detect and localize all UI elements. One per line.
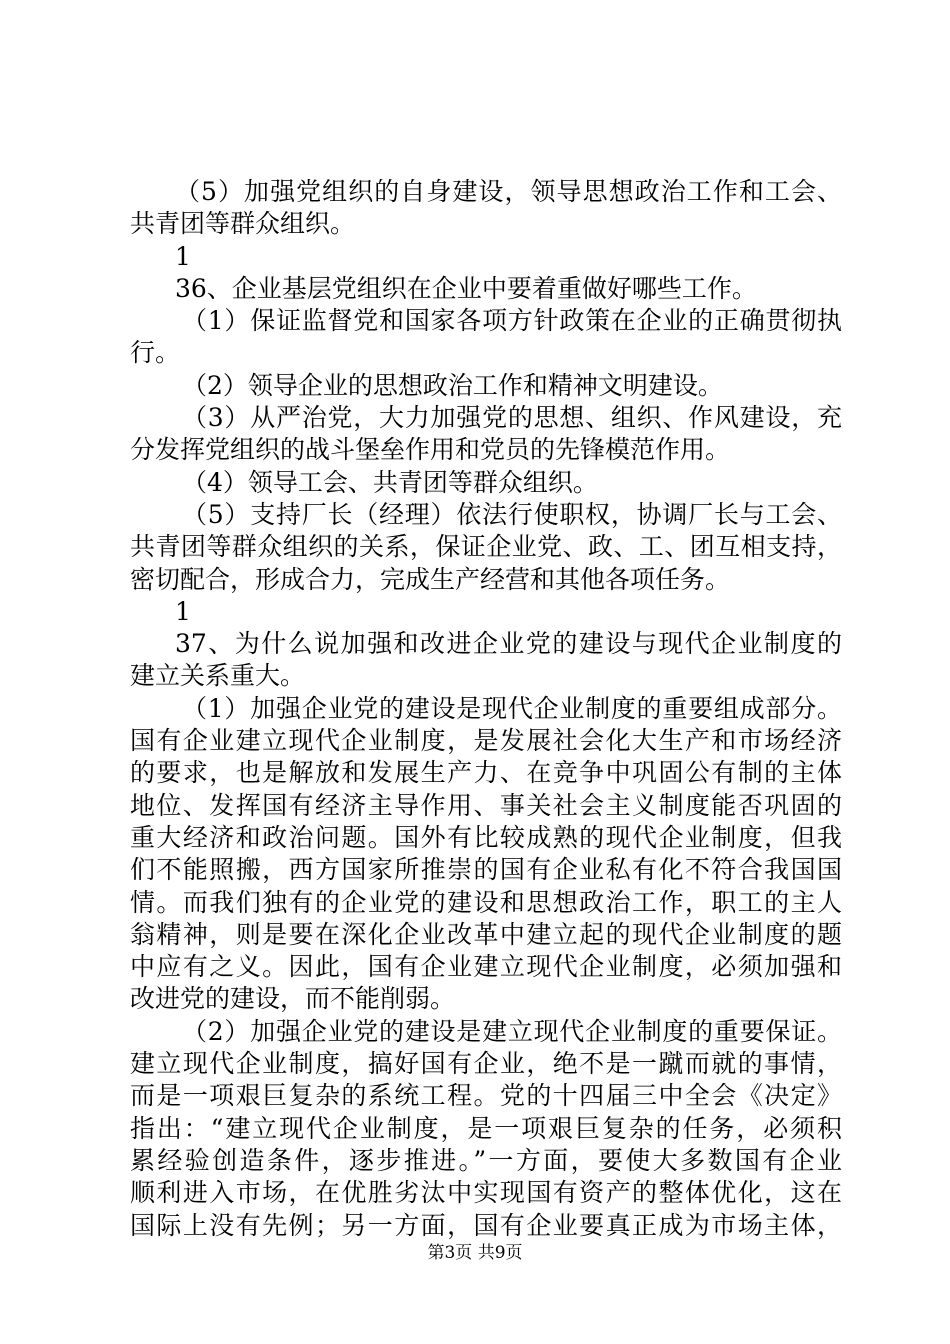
paragraph	[130, 402, 842, 467]
text-line: 行。	[130, 338, 181, 368]
text-line: 建立关系重大。	[130, 661, 306, 691]
text-line: 分发挥党组织的战斗堡垒作用和党员的先锋模范作用。	[130, 435, 731, 465]
document-body	[130, 176, 842, 1242]
text-line: （5）支持厂长（经理）依法行使职权，协调厂长与工会、	[182, 499, 842, 529]
text-line: （4）领导工会、共青团等群众组织。	[182, 467, 598, 497]
paragraph	[130, 499, 842, 596]
text-line: 共青团等群众组织。	[130, 209, 356, 239]
paragraph	[130, 693, 842, 1016]
page-footer: 第3页 共9页	[427, 1243, 523, 1263]
text-line: 国际上没有先例；另一方面，国有企业要真正成为市场主体，	[130, 1210, 842, 1240]
text-line: 地位、发挥国有经济主导作用、事关社会主义制度能否巩固的	[130, 790, 842, 820]
paragraph	[130, 273, 842, 305]
text-line: （1）加强企业党的建设是现代企业制度的重要组成部分。	[182, 693, 842, 723]
paragraph	[130, 241, 842, 273]
text-line: （2）领导企业的思想政治工作和精神文明建设。	[182, 370, 723, 400]
text-line: 指出：“建立现代企业制度，是一项艰巨复杂的任务，必须积	[130, 1113, 842, 1143]
text-line: （5）加强党组织的自身建设，领导思想政治工作和工会、	[175, 177, 842, 206]
text-line: 1	[175, 241, 191, 271]
paragraph	[130, 370, 842, 402]
paragraph	[130, 176, 842, 241]
text-line: 1	[175, 596, 191, 626]
paragraph	[130, 1016, 842, 1242]
paragraph	[130, 467, 842, 499]
text-line: 国有企业建立现代企业制度，是发展社会化大生产和市场经济	[130, 726, 842, 756]
paragraph	[130, 628, 842, 693]
text-line: 累经验创造条件，逐步推进。”一方面，要使大多数国有企业	[130, 1145, 842, 1175]
paragraph	[130, 596, 842, 628]
text-line: （1）保证监督党和国家各项方针政策在企业的正确贯彻执	[182, 306, 842, 336]
text-line: 情。而我们独有的企业党的建设和思想政治工作，职工的主人	[130, 887, 842, 917]
text-line: 的要求，也是解放和发展生产力、在竞争中巩固公有制的主体	[130, 758, 842, 788]
text-line: （3）从严治党，大力加强党的思想、组织、作风建设，充	[182, 403, 842, 433]
text-line: 中应有之义。因此，国有企业建立现代企业制度，必须加强和	[130, 952, 842, 982]
text-line: 建立现代企业制度，搞好国有企业，绝不是一蹴而就的事情，	[130, 1049, 842, 1079]
text-line: （2）加强企业党的建设是建立现代企业制度的重要保证。	[182, 1016, 842, 1046]
text-line: 共青团等群众组织的关系，保证企业党、政、工、团互相支持，	[130, 532, 842, 562]
text-line: 重大经济和政治问题。国外有比较成熟的现代企业制度，但我	[130, 822, 842, 852]
text-line: 翁精神，则是要在深化企业改革中建立起的现代企业制度的题	[130, 919, 842, 949]
text-line: 37、为什么说加强和改进企业党的建设与现代企业制度的	[175, 629, 842, 659]
text-line: 顺利进入市场，在优胜劣汰中实现国有资产的整体优化，这在	[130, 1178, 842, 1208]
text-line: 而是一项艰巨复杂的系统工程。党的十四届三中全会《决定》	[130, 1081, 842, 1111]
text-line: 改进党的建设，而不能削弱。	[130, 984, 456, 1014]
text-line: 们不能照搬，西方国家所推崇的国有企业私有化不符合我国国	[130, 855, 842, 885]
paragraph	[130, 305, 842, 370]
text-line: 36、企业基层党组织在企业中要着重做好哪些工作。	[175, 273, 757, 303]
text-line: 密切配合，形成合力，完成生产经营和其他各项任务。	[130, 564, 731, 594]
